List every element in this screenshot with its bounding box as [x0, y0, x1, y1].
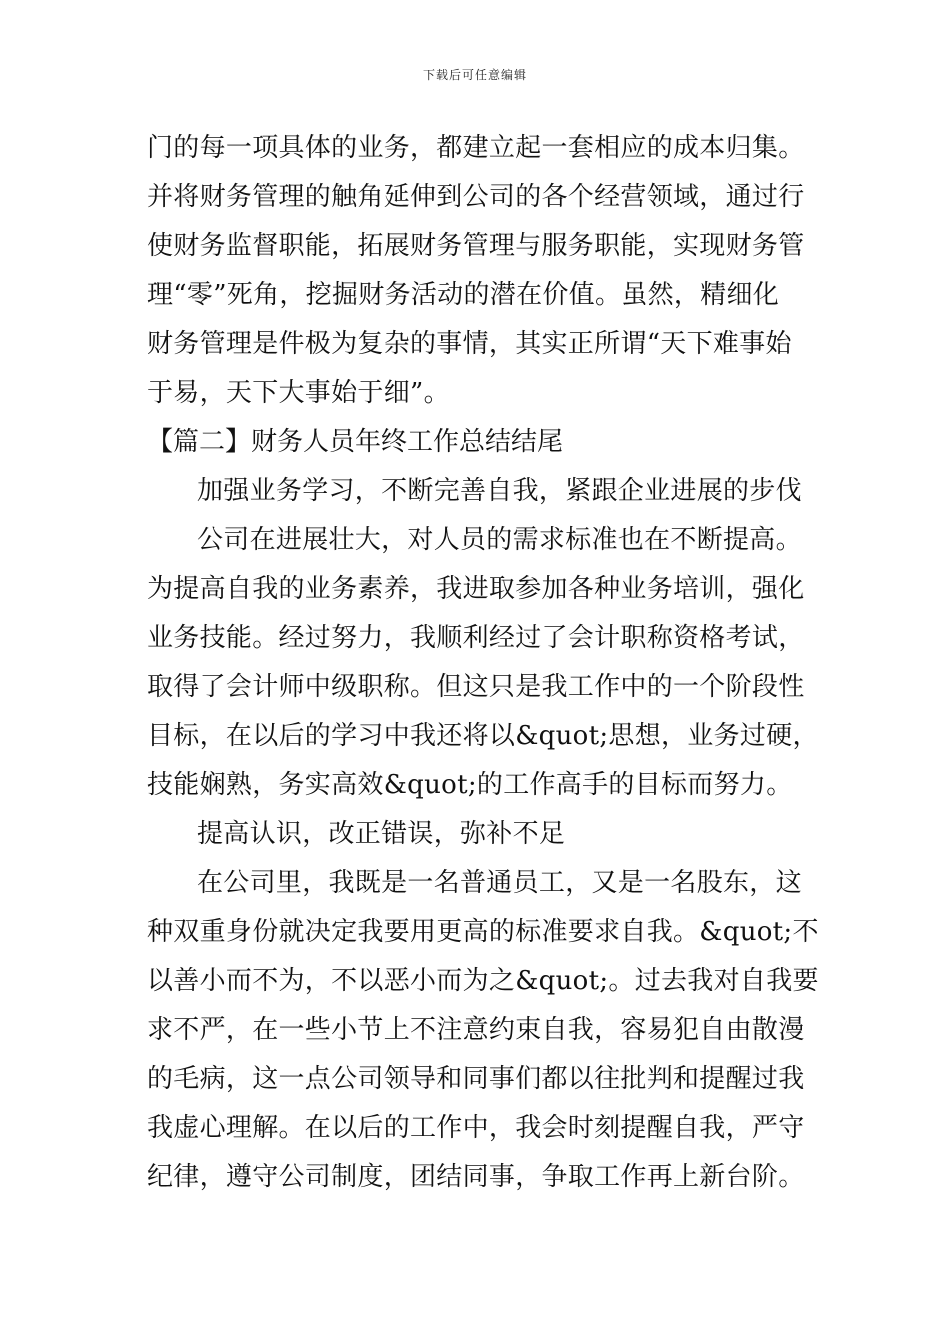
text-line: 于易，天下大事始于细”。 [147, 378, 450, 408]
text-line: 技能娴熟，务实高效&quot;的工作高手的目标而努力。 [147, 770, 793, 800]
subheading-study: 加强业务学习，不断完善自我，紧跟企业进展的步伐 [197, 476, 802, 506]
text-line: 在公司里，我既是一名普通员工，又是一名股东，这 [197, 868, 802, 898]
section-heading: 【篇二】财务人员年终工作总结结尾 [147, 427, 564, 457]
text-line: 使财务监督职能，拓展财务管理与服务职能，实现财务管 [147, 231, 805, 261]
text-line: 并将财务管理的触角延伸到公司的各个经营领域，通过行 [147, 182, 805, 212]
text-line: 的毛病，这一点公司领导和同事们都以往批判和提醒过我 [147, 1064, 805, 1094]
text-line: 业务技能。经过努力，我顺利经过了会计职称资格考试， [147, 623, 805, 653]
text-line: 门的每一项具体的业务，都建立起一套相应的成本归集。 [147, 133, 805, 163]
text-line: 求不严，在一些小节上不注意约束自我，容易犯自由散漫 [147, 1015, 805, 1045]
text-line: 为提高自我的业务素养，我进取参加各种业务培训，强化 [147, 574, 805, 604]
text-line: 公司在进展壮大，对人员的需求标准也在不断提高。 [197, 525, 802, 555]
subheading-improve: 提高认识，改正错误，弥补不足 [197, 819, 566, 849]
text-line: 财务管理是件极为复杂的事情，其实正所谓“天下难事始 [147, 329, 792, 359]
text-line: 取得了会计师中级职称。但这只是我工作中的一个阶段性 [147, 672, 805, 702]
text-line: 目标，在以后的学习中我还将以&quot;思想，业务过硬， [147, 721, 819, 751]
text-line: 我虚心理解。在以后的工作中，我会时刻提醒自我，严守 [147, 1113, 805, 1143]
text-line: 种双重身份就决定我要用更高的标准要求自我。&quot;不 [147, 917, 819, 947]
text-line: 以善小而不为，不以恶小而为之&quot;。过去我对自我要 [147, 966, 819, 996]
text-line: 纪律，遵守公司制度，团结同事，争取工作再上新台阶。 [147, 1162, 805, 1192]
document-body [147, 124, 819, 1202]
text-line: 理“零”死角，挖掘财务活动的潜在价值。虽然，精细化 [147, 280, 780, 310]
header-note: 下载后可任意编辑 [422, 68, 527, 82]
